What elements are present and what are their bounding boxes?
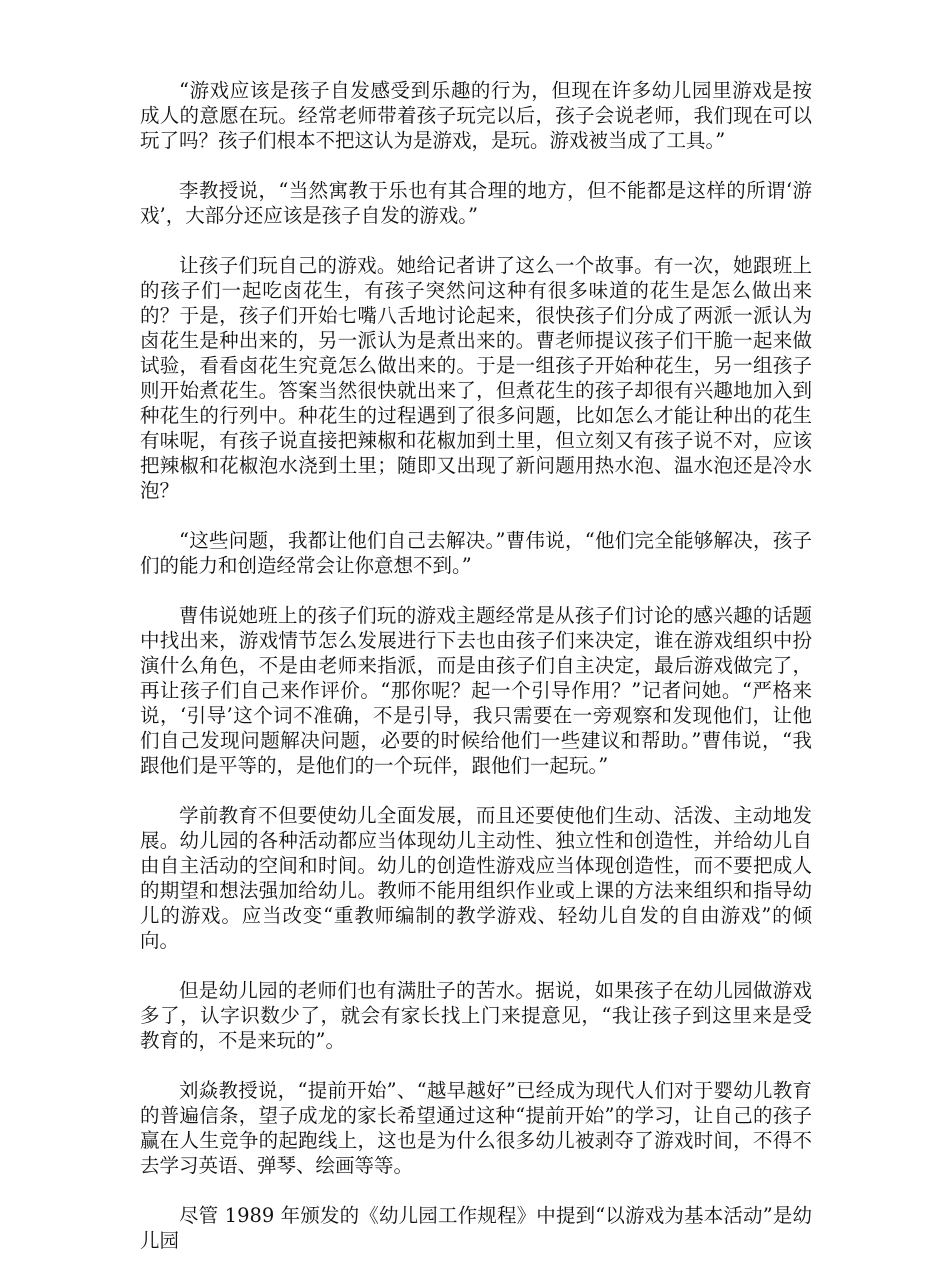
paragraph-6: 学前教育不但要使幼儿全面发展，而且还要使他们生动、活泼、主动地发展。幼儿园的各种活动都应当体现幼儿主动性、独立性和创造性，并给幼儿自由自主活动的空间和时间。幼儿的创造性游戏应当体现创造性，而不要把成人的期望和想法强加给幼儿。教师不能用组织作业或上课的方法来组织和指导幼儿的游戏。应当改变“重教师编制的教学游戏、轻幼儿自发的自由游戏”的倾向。 — [140, 804, 812, 952]
paragraph-8: 刘焱教授说，“提前开始”、“越早越好”已经成为现代人们对于婴幼儿教育的普遍信条，望子成龙的家长希望通过这种“提前开始”的学习，让自己的孩子赢在人生竞争的起跑线上，这也是为什么很多幼儿被剥夺了游戏时间，不得不去学习英语、弹琴、绘画等等。 — [140, 1079, 812, 1177]
paragraph-3: 让孩子们玩自己的游戏。她给记者讲了这么一个故事。有一次，她跟班上的孩子们一起吃卤花生，有孩子突然问这种有很多味道的花生是怎么做出来的？于是，孩子们开始七嘴八舌地讨论起来，很快孩子们分成了两派一派认为卤花生是种出来的，另一派认为是煮出来的。曹老师提议孩子们干脆一起来做试验，看看卤花生究竟怎么做出来的。于是一组孩子开始种花生，另一组孩子则开始煮花生。答案当然很快就出来了，但煮花生的孩子却很有兴趣地加入到种花生的行列中。种花生的过程遇到了很多问题，比如怎么才能让种出的花生有味呢，有孩子说直接把辣椒和花椒加到土里，但立刻又有孩子说不对，应该把辣椒和花椒泡水浇到土里；随即又出现了新问题用热水泡、温水泡还是冷水泡？ — [140, 254, 812, 502]
paragraph-9: 尽管 1989 年颁发的《幼儿园工作规程》中提到“以游戏为基本活动”是幼儿园 — [140, 1204, 812, 1252]
paragraph-7: 但是幼儿园的老师们也有满肚子的苦水。据说，如果孩子在幼儿园做游戏多了，认字识数少了，就会有家长找上门来提意见，“我让孩子到这里来是受教育的，不是来玩的”。 — [140, 979, 812, 1052]
paragraph-2: 李教授说，“当然寓教于乐也有其合理的地方，但不能都是这样的所谓‘游戏’，大部分还应该是孩子自发的游戏。” — [140, 179, 812, 227]
paragraph-5: 曹伟说她班上的孩子们玩的游戏主题经常是从孩子们讨论的感兴趣的话题中找出来，游戏情节怎么发展进行下去也由孩子们来决定，谁在游戏组织中扮演什么角色，不是由老师来指派，而是由孩子们自主决定，最后游戏做完了，再让孩子们自己来作评价。“那你呢？起一个引导作用？”记者问她。“严格来说，‘引导’这个词不准确，不是引导，我只需要在一旁观察和发现他们，让他们自己发现问题解决问题，必要的时候给他们一些建议和帮助。”曹伟说，“我跟他们是平等的，是他们的一个玩伴，跟他们一起玩。” — [140, 604, 812, 777]
paragraph-4: “这些问题，我都让他们自己去解决。”曹伟说，“他们完全能够解决，孩子们的能力和创造经常会让你意想不到。” — [140, 529, 812, 577]
paragraph-1: “游戏应该是孩子自发感受到乐趣的行为，但现在许多幼儿园里游戏是按成人的意愿在玩。经常老师带着孩子玩完以后，孩子会说老师，我们现在可以玩了吗？孩子们根本不把这认为是游戏，是玩。游戏被当成了工具。” — [140, 79, 812, 152]
document-body — [140, 78, 812, 1278]
